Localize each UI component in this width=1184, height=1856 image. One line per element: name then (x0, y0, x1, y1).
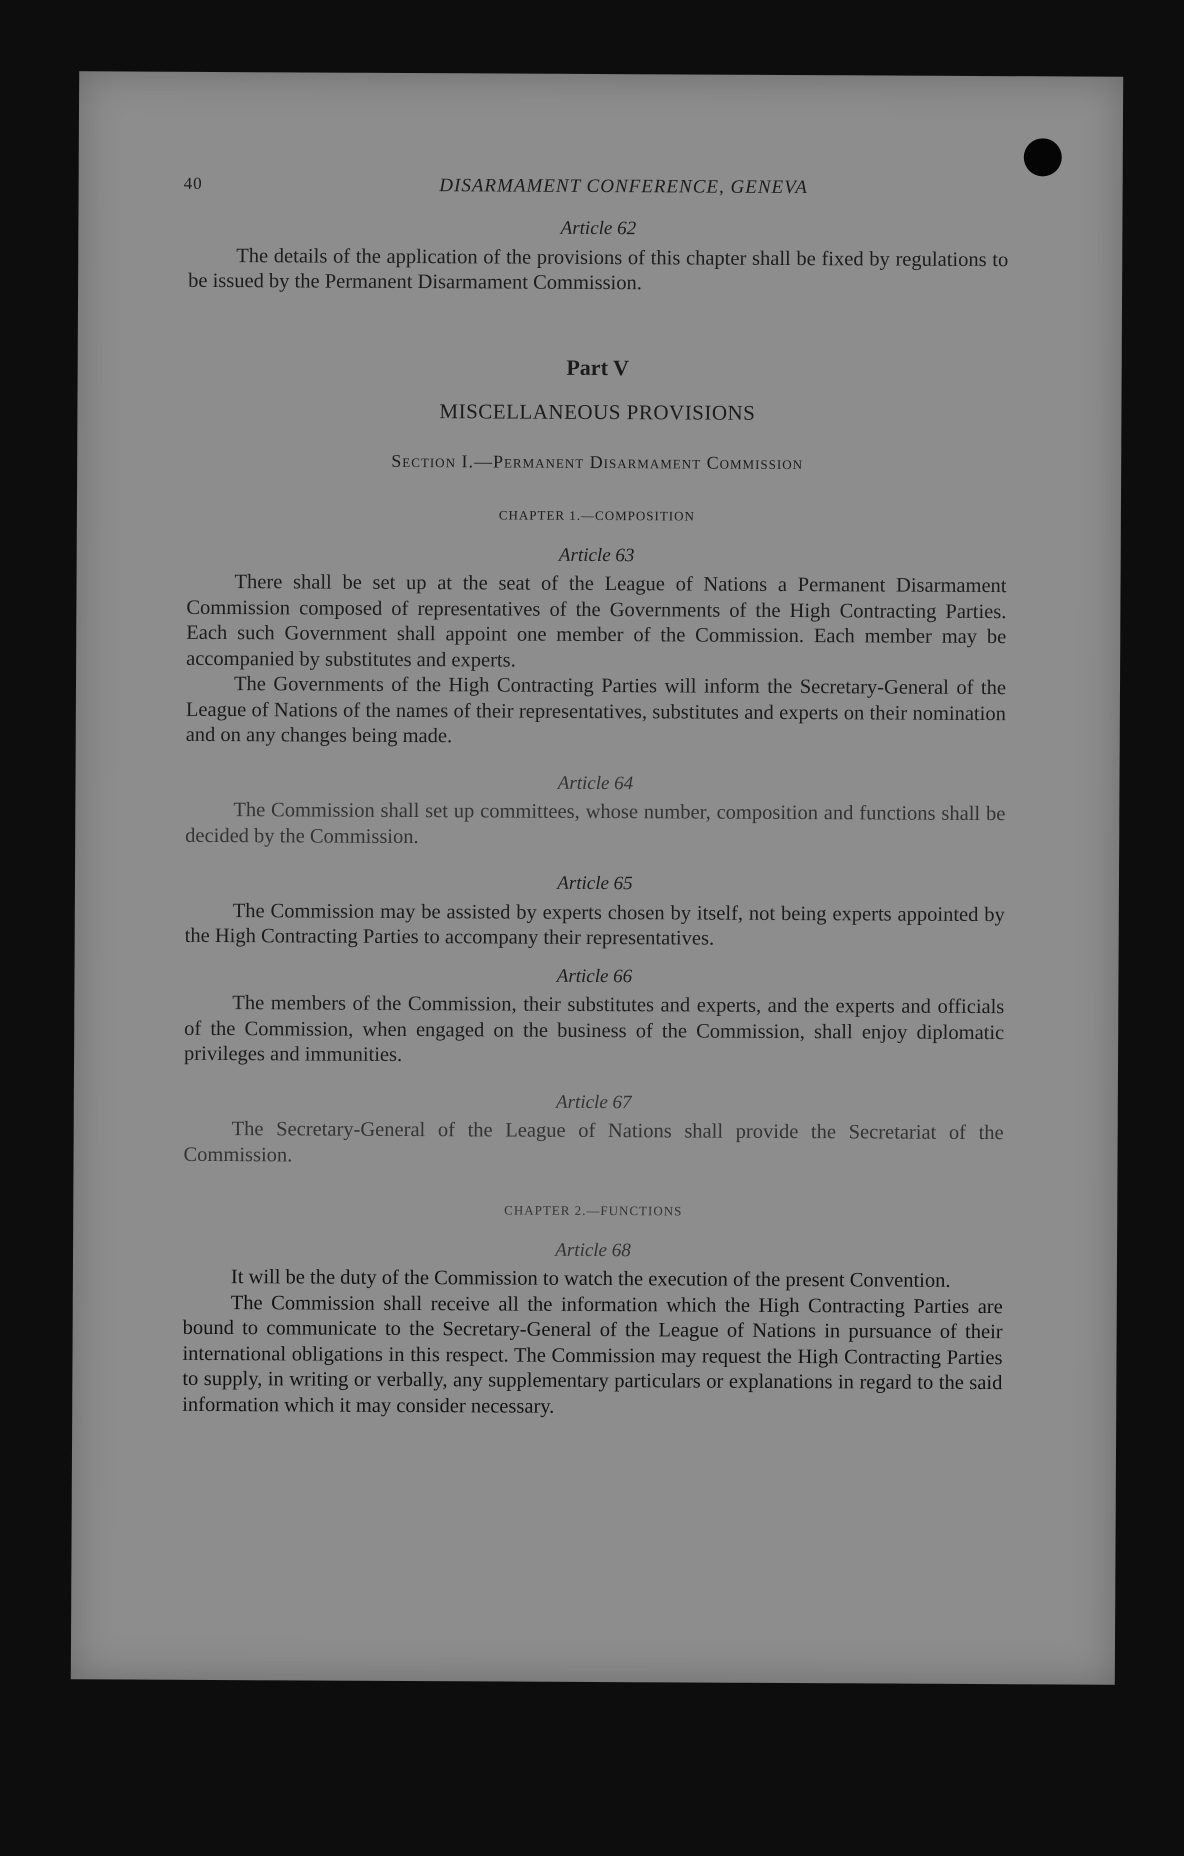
punch-hole (1024, 138, 1062, 176)
running-header (184, 174, 1024, 200)
article-68-paragraph-1: It will be the duty of the Commission to watch the execution of the present Convention. (230, 1266, 951, 1292)
article-heading: Article 65 (557, 872, 633, 895)
page-number: 40 (183, 173, 203, 193)
article-65-text: The Commission may be assisted by experts chosen by itself, not being experts appointed by the High Contracting Parties to accompany their representatives. (184, 899, 1005, 950)
article-62-text: The details of the application of the provisions of this chapter shall be fixed by regulations to be issued by the Permanent Disarmament Commission. (188, 244, 1009, 295)
document-page (71, 71, 1123, 1684)
running-title: DISARMAMENT CONFERENCE, GENEVA (439, 175, 808, 199)
article-68-paragraph-2: The Commission shall receive all the information which the High Contracting Parties are bound to communicate to the Secretary-General of the League of Nations in pursuance of their international obligations in this respect. The Commission may request the High Contracting Parties to supply, in writing or verbally, any supplementary particulars or explanations in regard to the said information which it may consider necessary. (182, 1291, 1003, 1418)
article-66-text: The members of the Commission, their substitutes and experts, and the experts and officials of the Commission, when engaged on the business of the Commission, shall enjoy diplomatic privileges and immunities. (184, 992, 1005, 1066)
article-67-text: The Secretary-General of the League of Nations shall provide the Secretariat of the Commission. (183, 1118, 1004, 1166)
chapter-heading: CHAPTER 1.—COMPOSITION (498, 507, 695, 524)
chapter-heading: CHAPTER 2.—FUNCTIONS (504, 1202, 683, 1219)
article-heading: Article 63 (558, 544, 635, 566)
article-heading: Article 62 (560, 217, 637, 240)
article-63-paragraph-2: The Governments of the High Contracting Parties will inform the Secretary-General of the League of Nations of the names of their representatives, substitutes and experts on their nomination and on any changes being made. (185, 673, 1007, 748)
article-heading: Article 66 (556, 965, 633, 987)
part-subtitle: MISCELLANEOUS PROVISIONS (439, 399, 756, 425)
article-64-text: The Commission shall set up committees, whose number, composition and functions shall be decided by the Commission. (185, 799, 1006, 848)
part-title: Part V (566, 354, 630, 380)
section-heading: Section I.—Permanent Disarmament Commission (391, 450, 804, 473)
article-63-paragraph-1: There shall be set up at the seat of the League of Nations a Permanent Disarmament Commission composed of representatives of the Governments of the High Contracting Parties. Each such Government shall appoint one member of the Commission. Each member may be accompanied by substitutes and experts. (186, 571, 1007, 672)
document-body (182, 214, 1008, 1422)
article-heading: Article 68 (555, 1239, 631, 1261)
article-heading: Article 67 (556, 1091, 632, 1113)
article-heading: Article 64 (557, 772, 634, 794)
